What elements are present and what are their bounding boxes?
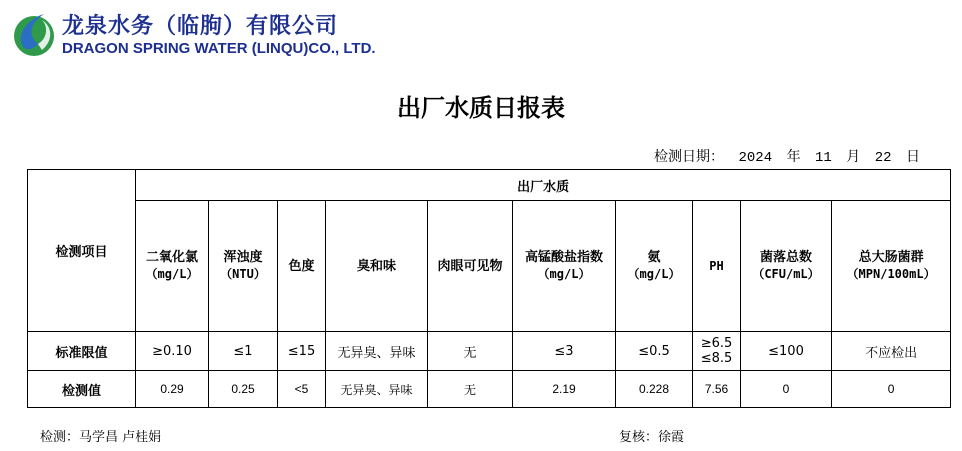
table-cell: 0 <box>741 371 832 408</box>
column-header: 氨 （mg/L） <box>616 201 693 332</box>
inspector-signature: 检测：马学昌 卢桂娟 <box>40 430 162 445</box>
table-cell: ≥6.5 ≤8.5 <box>693 332 741 371</box>
table-cell: 7.56 <box>693 371 741 408</box>
row-label: 检测值 <box>28 371 136 408</box>
date-month-unit: 月 <box>846 149 861 165</box>
company-name-cn: 龙泉水务（临朐）有限公司 <box>62 13 339 39</box>
table-cell: ≤0.5 <box>616 332 693 371</box>
water-quality-table <box>27 169 951 408</box>
column-header: 二氧化氯 （mg/L） <box>136 201 209 332</box>
column-header: 菌落总数 （CFU/mL） <box>741 201 832 332</box>
column-header: 高锰酸盐指数 （mg/L） <box>513 201 616 332</box>
table-cell: 无 <box>428 332 513 371</box>
table-header-row <box>28 170 951 201</box>
column-header: 肉眼可见物 <box>428 201 513 332</box>
company-name-en: DRAGON SPRING WATER (LINQU)CO., LTD. <box>62 40 376 57</box>
table-cell: 无异臭、异味 <box>326 332 428 371</box>
date-day: 22 <box>874 150 892 166</box>
table-cell: ≤1 <box>209 332 278 371</box>
table-cell: ≤3 <box>513 332 616 371</box>
column-header: 臭和味 <box>326 201 428 332</box>
reviewer-signature: 复核：徐霞 <box>619 430 685 445</box>
table-cell: ≥0.10 <box>136 332 209 371</box>
report-title: 出厂水质日报表 <box>397 93 565 122</box>
group-label: 出厂水质 <box>136 170 951 201</box>
row-label: 标准限值 <box>28 332 136 371</box>
date-year-unit: 年 <box>786 149 801 165</box>
report-date <box>644 146 920 166</box>
corner-label: 检测项目 <box>28 170 136 332</box>
table-cell: ≤100 <box>741 332 832 371</box>
table-cell: 无 <box>428 371 513 408</box>
column-header: 色度 <box>278 201 326 332</box>
date-label: 检测日期： <box>654 149 725 165</box>
table-cell: 0 <box>832 371 951 408</box>
standard-limit-row <box>28 332 951 371</box>
table-cell: 0.25 <box>209 371 278 408</box>
table-cell: 2.19 <box>513 371 616 408</box>
column-header: PH <box>693 201 741 332</box>
date-year: 2024 <box>738 150 773 166</box>
measured-value-row <box>28 371 951 408</box>
table-cell: 不应检出 <box>832 332 951 371</box>
table-cell: 无异臭、异味 <box>326 371 428 408</box>
column-header: 总大肠菌群 （MPN/100mL） <box>832 201 951 332</box>
table-cell: 0.228 <box>616 371 693 408</box>
company-logo-icon <box>8 8 60 60</box>
column-header: 浑浊度 （NTU） <box>209 201 278 332</box>
date-month: 11 <box>815 150 832 166</box>
table-cell: 0.29 <box>136 371 209 408</box>
table-cell: ≤15 <box>278 332 326 371</box>
table-cell: <5 <box>278 371 326 408</box>
column-header-row <box>28 201 951 332</box>
date-day-unit: 日 <box>906 149 920 165</box>
